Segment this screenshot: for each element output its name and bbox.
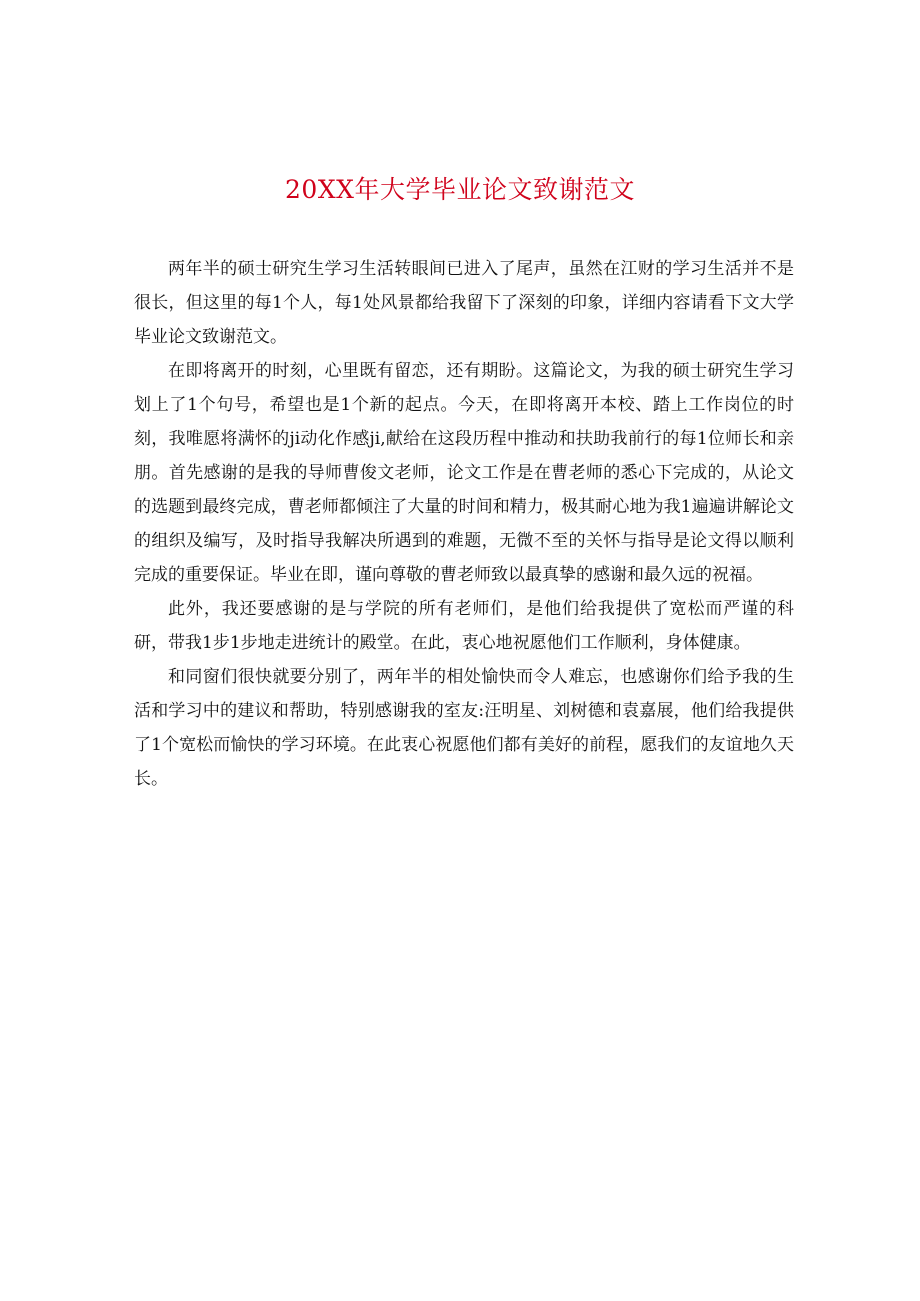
paragraph-4: 和同窗们很快就要分别了，两年半的相处愉快而令人难忘，也感谢你们给予我的生活和学习中的建议和帮助，特别感谢我的室友:汪明星、刘树德和袁嘉展，他们给我提供了1个宽松而愉快的学习环境。在此衷心祝愿他们都有美好的前程，愿我们的友谊地久天长。 <box>134 667 794 789</box>
paragraph-1: 两年半的硕士研究生学习生活转眼间已进入了尾声，虽然在江财的学习生活并不是很长，但这里的每1个人，每1处风景都给我留下了深刻的印象，详细内容请看下文大学毕业论文致谢范文。 <box>134 259 794 347</box>
document-body <box>134 252 794 796</box>
document-title: 20XX年大学毕业论文致谢范文 <box>285 175 635 204</box>
paragraph-3: 此外，我还要感谢的是与学院的所有老师们，是他们给我提供了宽松而严谨的科研，带我1步1步地走进统计的殿堂。在此，衷心地祝愿他们工作顺利，身体健康。 <box>134 599 794 653</box>
paragraph-2: 在即将离开的时刻，心里既有留恋，还有期盼。这篇论文，为我的硕士研究生学习划上了1个句号，希望也是1个新的起点。今天，在即将离开本校、踏上工作岗位的时刻，我唯愿将满怀的ji动化作感ji,献给在这段历程中推动和扶助我前行的每1位师长和亲朋。首先感谢的是我的导师曹俊文老师，论文工作是在曹老师的悉心下完成的，从论文的选题到最终完成，曹老师都倾注了大量的时间和精力，极其耐心地为我1遍遍讲解论文的组织及编写，及时指导我解决所遇到的难题，无微不至的关怀与指导是论文得以顺利完成的重要保证。毕业在即，谨向尊敬的曹老师致以最真挚的感谢和最久远的祝福。 <box>134 361 794 585</box>
